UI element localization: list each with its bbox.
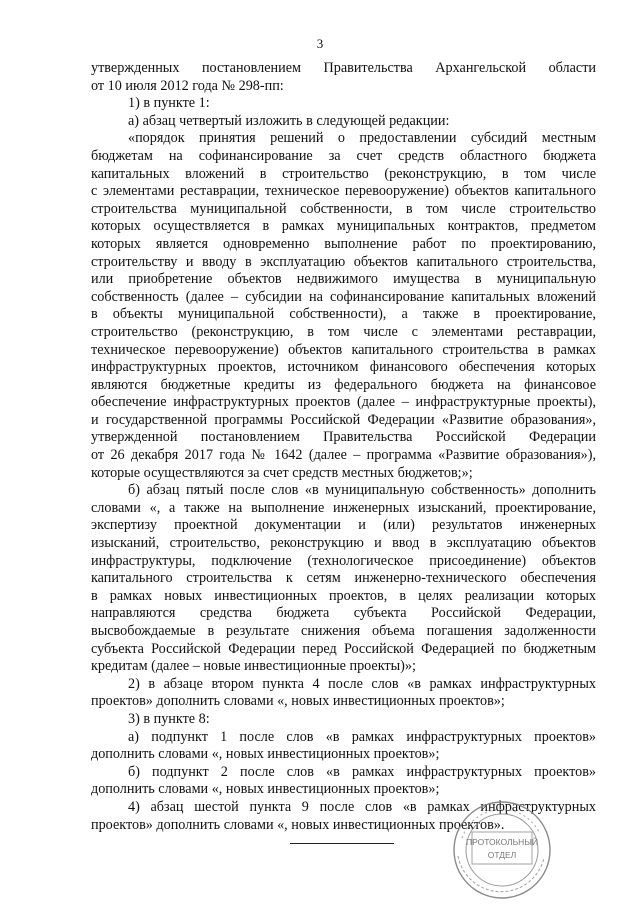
text-line: собственность (далее – субсидии на софинансирование капитальных вложений — [91, 288, 596, 305]
text-line: экспертизу проектной документации и (или) результатов инженерных — [91, 517, 596, 534]
text-line: строительству и вводу в эксплуатацию объектов капитального строительства, — [91, 253, 596, 270]
text-line: б) подпункт 2 после слов «в рамках инфраструктурных проектов» — [128, 763, 596, 780]
text-line: которых является одновременно выполнение работ по проектированию, — [91, 235, 596, 252]
text-line: б) абзац пятый после слов «в муниципальную собственность» дополнить — [128, 482, 596, 499]
text-line: словами «, а также на выполнение инженерных изысканий, проектирование, — [91, 499, 596, 516]
text-line: утвержденной постановлением Правительства Российской Федерации — [91, 429, 596, 446]
text-line: инфраструктуры, подключение (технологическое присоединение) объектов — [91, 552, 596, 569]
text-line: дополнить словами «, новых инвестиционных проектов»; — [91, 746, 440, 763]
text-line: являются бюджетные кредиты из федерального бюджета на финансовое — [91, 376, 596, 393]
text-line: строительство (реконструкцию, в том числе с элементами реставрации, — [91, 323, 596, 340]
text-line: а) абзац четвертый изложить в следующей редакции: — [128, 112, 450, 129]
stamp-line-2: ОТДЕЛ — [487, 850, 517, 860]
text-line: кредитам (далее – новые инвестиционные проекты)»; — [91, 658, 416, 675]
text-line: 1) в пункте 1: — [128, 95, 210, 112]
text-line: в объекты муниципальной собственности), а также в проектирование, — [91, 306, 596, 323]
text-line: с элементами реставрации, техническое перевооружение) объектов капитального — [91, 183, 596, 200]
page-number: 3 — [316, 36, 324, 51]
text-line: от 26 декабря 2017 года № 1642 (далее – программа «Развитие образования»), — [91, 447, 596, 464]
text-line: высвобождаемые в результате снижения объема погашения задолженности — [91, 623, 596, 639]
text-line: или приобретение объектов недвижимого имущества в муниципальную — [91, 271, 596, 288]
text-line: 3) в пункте 8: — [128, 710, 210, 727]
text-line: инфраструктурных проектов, источником финансового обеспечения которых — [91, 359, 596, 376]
text-line: которые осуществляются за счет средств местных бюджетов;»; — [91, 464, 473, 481]
text-line: а) подпункт 1 после слов «в рамках инфраструктурных проектов» — [128, 728, 596, 745]
text-line: капитальных вложений в строительство (реконструкцию, в том числе — [91, 165, 596, 182]
text-line: обеспечение инфраструктурных проектов (далее – инфраструктурные проекты), — [91, 394, 596, 411]
text-line: изысканий, строительство, реконструкцию и ввод в эксплуатацию объектов — [91, 535, 596, 552]
text-line: утвержденных постановлением Правительства Архангельской области — [91, 60, 596, 76]
text-line: строительства муниципальной собственности, в том числе строительство — [91, 200, 596, 217]
text-line: техническое перевооружение) объектов капитального строительства в рамках — [91, 341, 596, 358]
text-line: проектов» дополнить словами «, новых инвестиционных проектов»; — [91, 693, 505, 710]
protocol-department-stamp — [440, 798, 564, 902]
text-line: 4) абзац шестой пункта 9 после слов «в рамках инфраструктурных — [128, 798, 596, 815]
text-line: проектов» дополнить словами «, новых инвестиционных проектов». — [91, 816, 505, 833]
text-line: направляются средства бюджета субъекта Российской Федерации, — [91, 605, 596, 622]
text-line: и государственной программы Российской Федерации «Развитие образования», — [91, 411, 596, 428]
document-body — [91, 60, 596, 834]
text-line: дополнить словами «, новых инвестиционных проектов»; — [91, 781, 440, 798]
text-line: субъекта Российской Федерации перед Российской Федерацией по бюджетным — [91, 640, 596, 657]
text-line: от 10 июля 2012 года № 298-пп: — [91, 77, 284, 94]
stamp-line-1: ПРОТОКОЛЬНЫЙ — [466, 837, 538, 847]
text-line: «порядок принятия решений о предоставлении субсидий местным — [128, 130, 596, 147]
text-line: которых осуществляется в рамках муниципальных контрактов, предметом — [91, 218, 596, 235]
closing-rule — [290, 843, 394, 844]
text-line: капитального строительства к сетям инженерно-технического обеспечения — [91, 570, 596, 587]
text-line: бюджетам на софинансирование за счет средств областного бюджета — [91, 147, 596, 164]
text-line: в рамках новых инвестиционных проектов, в целях реализации которых — [91, 587, 596, 604]
text-line: 2) в абзаце втором пункта 4 после слов «в рамках инфраструктурных — [128, 675, 596, 692]
